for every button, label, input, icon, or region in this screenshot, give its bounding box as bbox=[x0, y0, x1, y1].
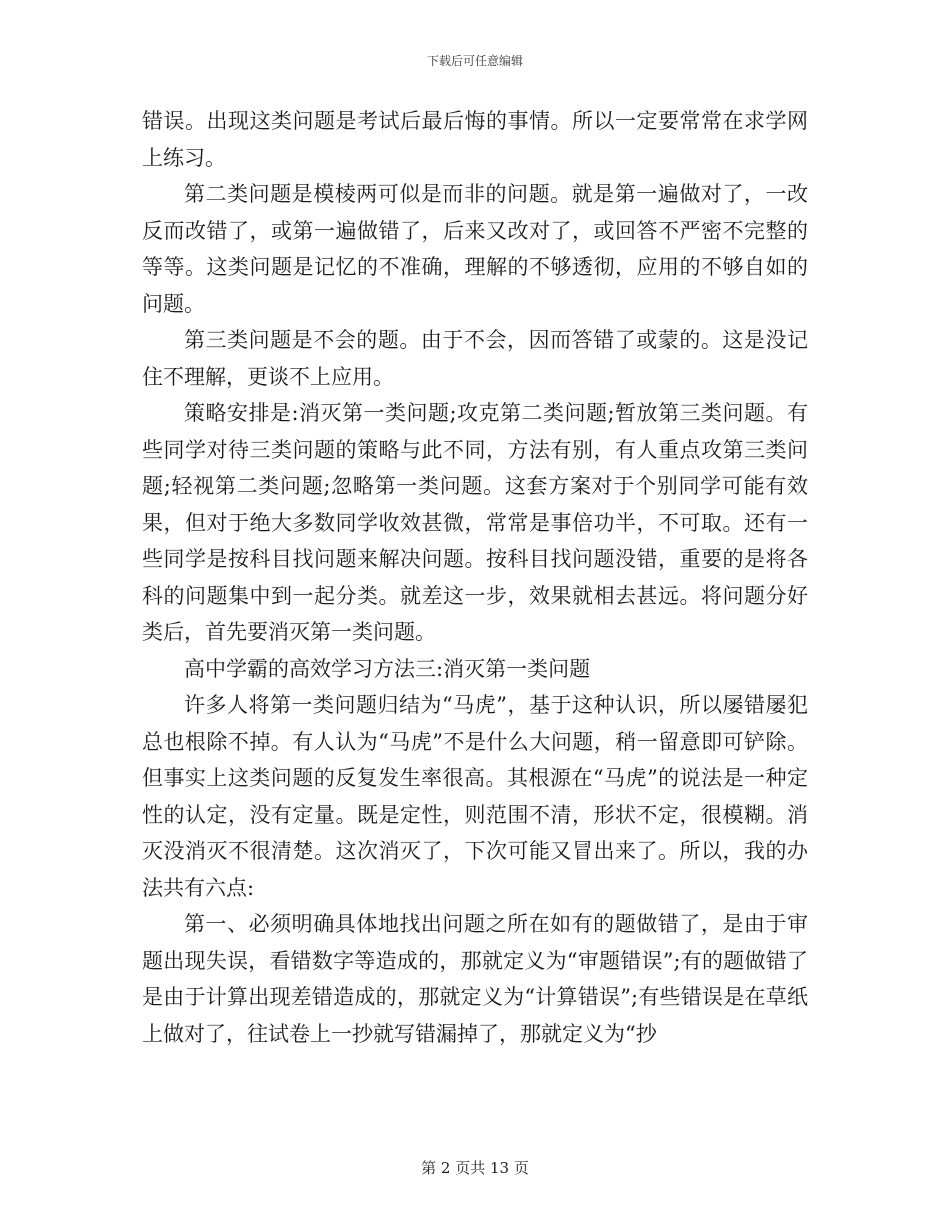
paragraph: 错误。出现这类问题是考试后最后悔的事情。所以一定要常常在求学网上练习。 bbox=[142, 109, 808, 170]
paragraph: 第一、必须明确具体地找出问题之所在如有的题做错了，是由于审题出现失误，看错数字等造成的，那就定义为“审题错误”;有的题做错了是由于计算出现差错造成的，那就定义为“计算错误”;有些错误是在草纸上做对了，往试卷上一抄就写错漏掉了，那就定义为“抄 bbox=[142, 912, 808, 1046]
document-body bbox=[142, 103, 808, 1052]
page-number: 第 2 页共 13 页 bbox=[421, 1159, 529, 1177]
paragraph: 策略安排是:消灭第一类问题;攻克第二类问题;暂放第三类问题。有些同学对待三类问题的策略与此不同，方法有别，有人重点攻第三类问题;轻视第二类问题;忽略第一类问题。这套方案对于个别同学可能有效果，但对于绝大多数同学收效甚微，常常是事倍功半，不可取。还有一些同学是按科目找问题来解决问题。按科目找问题没错，重要的是将各科的问题集中到一起分类。就差这一步，效果就相去甚远。将问题分好类后，首先要消灭第一类问题。 bbox=[142, 401, 808, 644]
paragraph: 许多人将第一类问题归结为“马虎”，基于这种认识，所以屡错屡犯总也根除不掉。有人认为“马虎”不是什么大问题，稍一留意即可铲除。但事实上这类问题的反复发生率很高。其根源在“马虎”的说法是一种定性的认定，没有定量。既是定性，则范围不清，形状不定，很模糊。消灭没消灭不很清楚。这次消灭了，下次可能又冒出来了。所以，我的办法共有六点: bbox=[142, 693, 808, 900]
section-heading: 高中学霸的高效学习方法三:消灭第一类问题 bbox=[184, 656, 591, 681]
paragraph: 第二类问题是模棱两可似是而非的问题。就是第一遍做对了，一改反而改错了，或第一遍做错了，后来又改对了，或回答不严密不完整的等等。这类问题是记忆的不准确，理解的不够透彻，应用的不够自如的问题。 bbox=[142, 182, 808, 316]
page-header: 下载后可任意编辑 bbox=[426, 54, 523, 68]
paragraph: 第三类问题是不会的题。由于不会，因而答错了或蒙的。这是没记住不理解，更谈不上应用。 bbox=[142, 328, 808, 389]
